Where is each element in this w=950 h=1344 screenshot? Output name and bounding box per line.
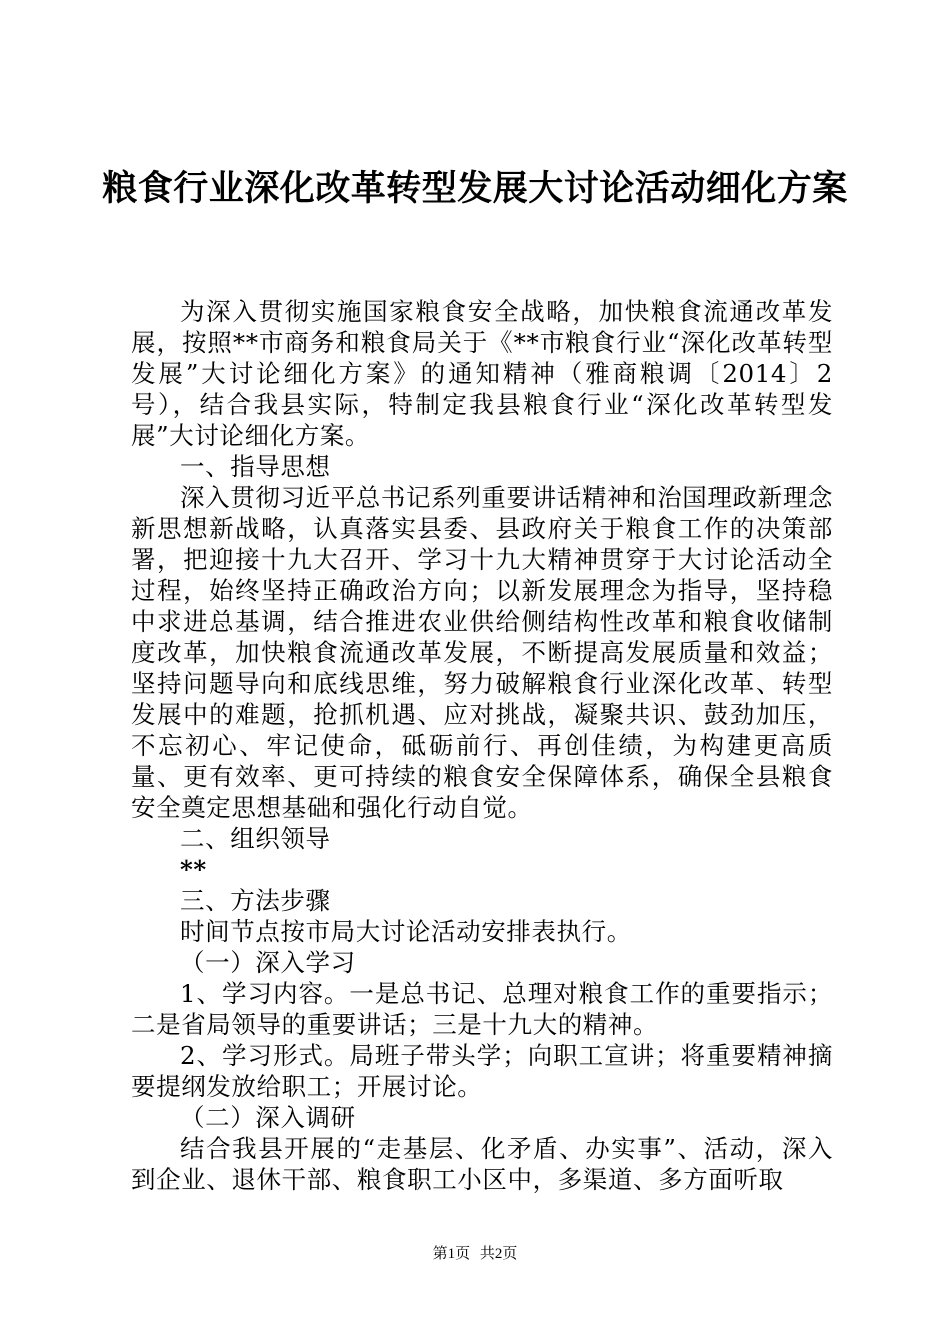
section-heading-guiding-thought: 一、指导思想 [180, 452, 331, 481]
methods-schedule-paragraph: 时间节点按市局大讨论活动安排表执行。 [180, 917, 632, 946]
research-paragraph: 结合我县开展的“走基层、化矛盾、办实事”、活动，深入到企业、退休干部、粮食职工小区中，多渠道、多方面听取 [131, 1134, 833, 1194]
organization-paragraph: ** [180, 855, 207, 884]
guiding-thought-paragraph: 深入贯彻习近平总书记系列重要讲话精神和治国理政新理念新思想新战略，认真落实县委、县政府关于粮食工作的决策部署，把迎接十九大召开、学习十九大精神贯穿于大讨论活动全过程，始终坚持正确政治方向；以新发展理念为指导，坚持稳中求进总基调，结合推进农业供给侧结构性改革和粮食收储制度改革，加快粮食流通改革发展，不断提高发展质量和效益；坚持问题导向和底线思维，努力破解粮食行业深化改革、转型发展中的难题，抢抓机遇、应对挑战，凝聚共识、鼓劲加压，不忘初心、牢记使命，砥砺前行、再创佳绩，为构建更高质量、更有效率、更可持续的粮食安全保障体系，确保全县粮食安全奠定思想基础和强化行动自觉。 [131, 483, 833, 822]
subheading-research: （二）深入调研 [180, 1103, 356, 1132]
section-heading-organization: 二、组织领导 [180, 824, 331, 853]
intro-paragraph: 为深入贯彻实施国家粮食安全战略，加快粮食流通改革发展，按照**市商务和粮食局关于《**市粮食行业“深化改革转型发展”大讨论细化方案》的通知精神（雅商粮调〔2014〕2号），结合我县实际，特制定我县粮食行业“深化改革转型发展”大讨论细化方案。 [131, 297, 833, 450]
study-content-paragraph: 1、学习内容。一是总书记、总理对粮食工作的重要指示；二是省局领导的重要讲话；三是十九大的精神。 [131, 979, 833, 1039]
page-number: 第1页 [432, 1246, 471, 1262]
document-body [131, 296, 833, 1195]
page-footer [0, 1244, 950, 1264]
document-title: 粮食行业深化改革转型发展大讨论活动细化方案 [102, 169, 848, 209]
subheading-study: （一）深入学习 [180, 948, 356, 977]
section-heading-methods: 三、方法步骤 [180, 886, 331, 915]
study-form-paragraph: 2、学习形式。局班子带头学；向职工宣讲；将重要精神摘要提纲发放给职工；开展讨论。 [131, 1041, 833, 1101]
page-total: 共2页 [479, 1246, 518, 1262]
